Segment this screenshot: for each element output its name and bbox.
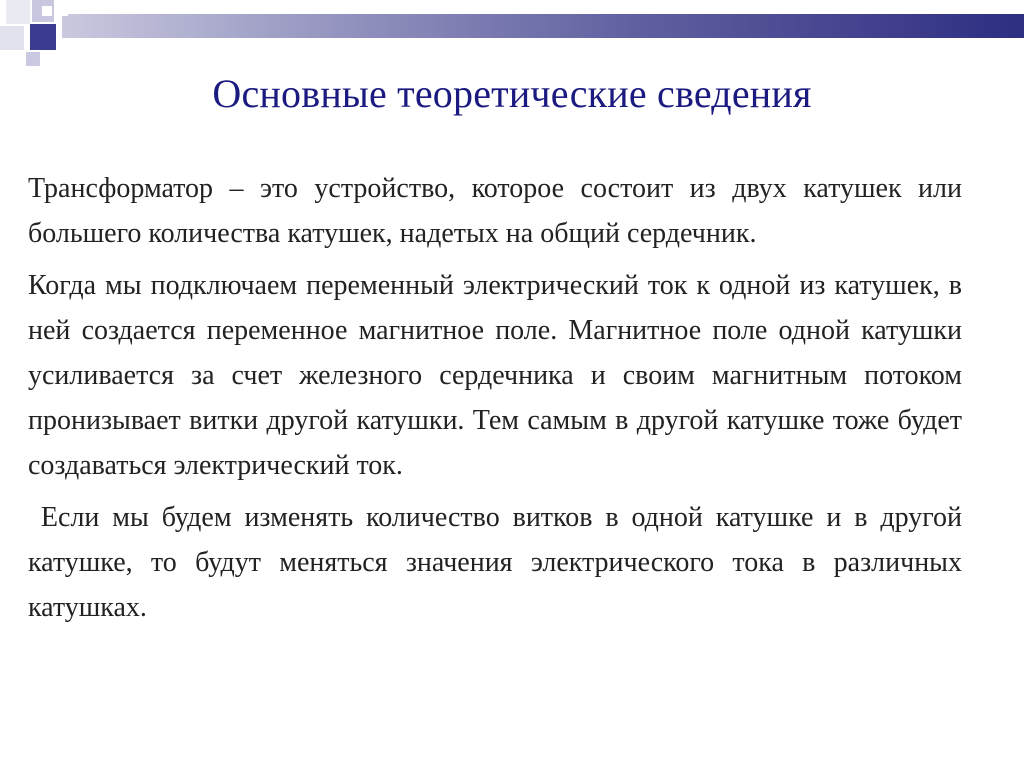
paragraph-definition: Трансформатор – это устройство, которое состоит из двух катушек или большего количества катушек, надетых на общий сердечник. (28, 173, 962, 249)
slide-body (28, 166, 969, 630)
decorative-square (42, 6, 52, 16)
decorative-square (26, 52, 40, 66)
paragraph-principle: Когда мы подключаем переменный электрический ток к одной из катушек, в ней создается переменное магнитное поле. Магнитное поле одной катушки усиливается за счет железного сердечника и своим магнитным потоком пронизывает витки другой катушки. Тем самым в другой катушке тоже будет создаваться электрический ток. (28, 270, 962, 481)
slide-title: Основные теоретические сведения (212, 71, 812, 116)
header-gradient-band (62, 14, 1024, 38)
decorative-square (6, 0, 30, 24)
decorative-square (0, 26, 24, 50)
decorative-square (56, 4, 68, 16)
decorative-square (30, 24, 56, 50)
paragraph-turns: Если мы будем изменять количество витков в одной катушке и в другой катушке, то будут меняться значения электрического тока в различных катушках. (28, 502, 969, 623)
